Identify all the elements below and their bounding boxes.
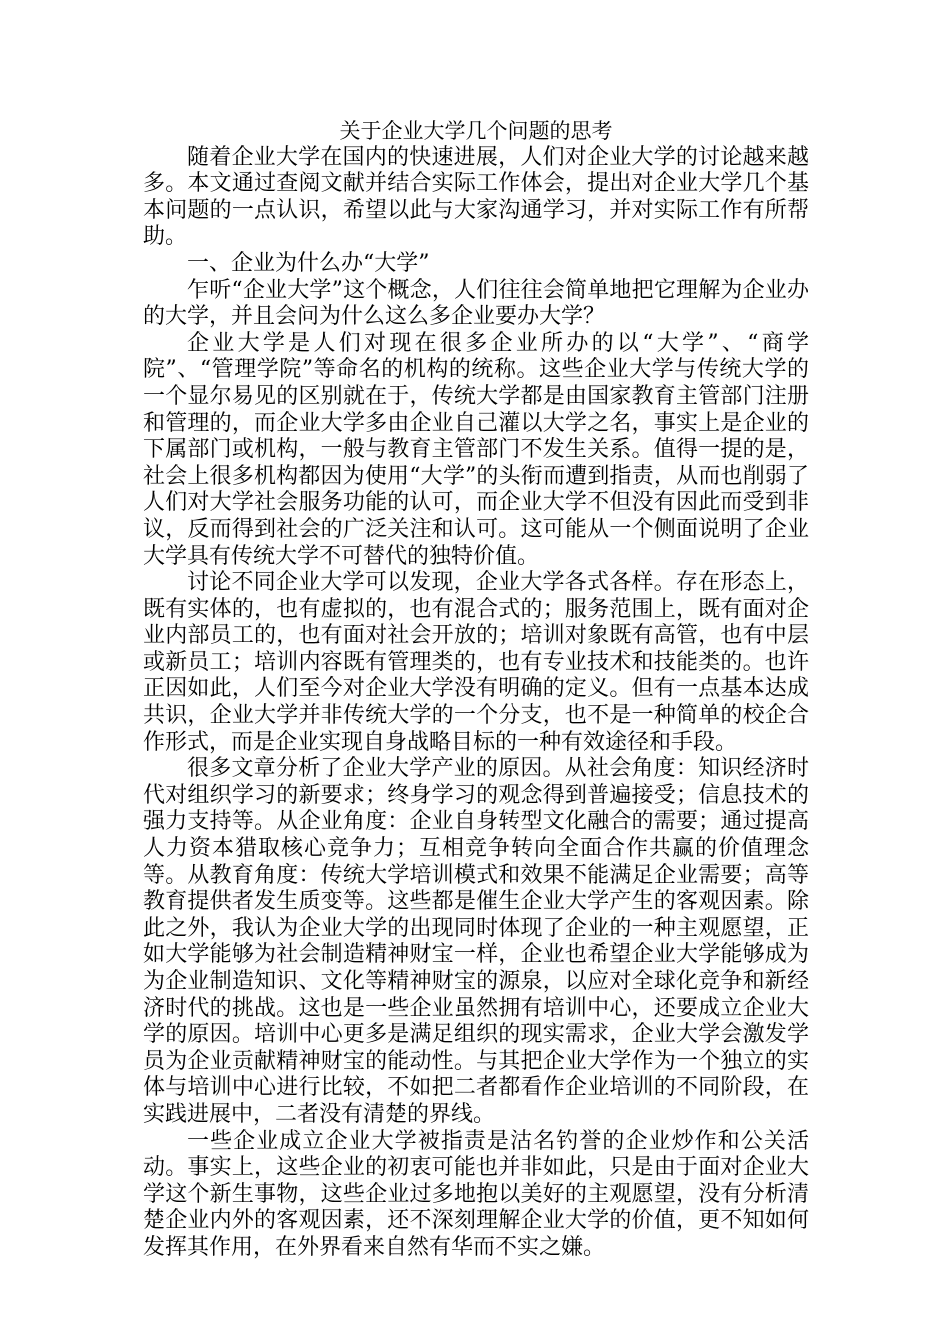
document-title: 关于企业大学几个问题的思考 <box>339 119 613 143</box>
paragraph-intro: 随着企业大学在国内的快速进展，人们对企业大学的讨论越来越多。本文通过查阅文献并结合实际工作体会，提出对企业大学几个基本问题的一点认识，希望以此与大家沟通学习，并对实际工作有所帮助。 <box>143 144 809 250</box>
document-page <box>143 118 809 1262</box>
paragraph-1: 乍听“企业大学”这个概念，人们往往会简单地把它理解为企业办的大学，并且会问为什么这么多企业要办大学？ <box>143 277 809 330</box>
paragraph-4: 很多文章分析了企业大学产业的原因。从社会角度：知识经济时代对组织学习的新要求；终身学习的观念得到普遍接受；信息技术的强力支持等。从企业角度：企业自身转型文化融合的需要；通过提高人力资本猎取核心竞争力；互相竞争转向全面合作共赢的价值理念等。从教育角度：传统大学培训模式和效果不能满足企业需要；高等教育提供者发生质变等。这些都是催生企业大学产生的客观因素。除此之外，我认为企业大学的出现同时体现了企业的一种主观愿望，正如大学能够为社会制造精神财宝一样，企业也希望企业大学能够成为为企业制造知识、文化等精神财宝的源泉，以应对全球化竞争和新经济时代的挑战。这也是一些企业虽然拥有培训中心，还要成立企业大学的原因。培训中心更多是满足组织的现实需求，企业大学会激发学员为企业贡献精神财宝的能动性。与其把企业大学作为一个独立的实体与培训中心进行比较，不如把二者都看作企业培训的不同阶段，在实践进展中，二者没有清楚的界线。 <box>143 756 809 1127</box>
paragraph-2: 企业大学是人们对现在很多企业所办的以“大学”、“商学院”、“管理学院”等命名的机构的统称。这些企业大学与传统大学的一个显尔易见的区别就在于，传统大学都是由国家教育主管部门注册和管理的，而企业大学多由企业自己灌以大学之名，事实上是企业的下属部门或机构，一般与教育主管部门不发生关系。值得一提的是，社会上很多机构都因为使用“大学”的头衔而遭到指责，从而也削弱了人们对大学社会服务功能的认可，而企业大学不但没有因此而受到非议，反而得到社会的广泛关注和认可。这可能从一个侧面说明了企业大学具有传统大学不可替代的独特价值。 <box>143 330 809 569</box>
paragraph-5: 一些企业成立企业大学被指责是沽名钓誉的企业炒作和公关活动。事实上，这些企业的初衷可能也并非如此，只是由于面对企业大学这个新生事物，这些企业过多地抱以美好的主观愿望，没有分析清楚企业内外的客观因素，还不深刻理解企业大学的价值，更不知如何发挥其作用，在外界看来自然有华而不实之嫌。 <box>143 1128 809 1260</box>
paragraph-3: 讨论不同企业大学可以发现，企业大学各式各样。存在形态上，既有实体的，也有虚拟的，也有混合式的；服务范围上，既有面对企业内部员工的，也有面对社会开放的；培训对象既有高管，也有中层或新员工；培训内容既有管理类的，也有专业技术和技能类的。也许正因如此，人们至今对企业大学没有明确的定义。但有一点基本达成共识，企业大学并非传统大学的一个分支，也不是一种简单的校企合作形式，而是企业实现自身战略目标的一种有效途径和手段。 <box>143 570 809 755</box>
section-heading-1: 一、企业为什么办“大学” <box>187 250 430 276</box>
